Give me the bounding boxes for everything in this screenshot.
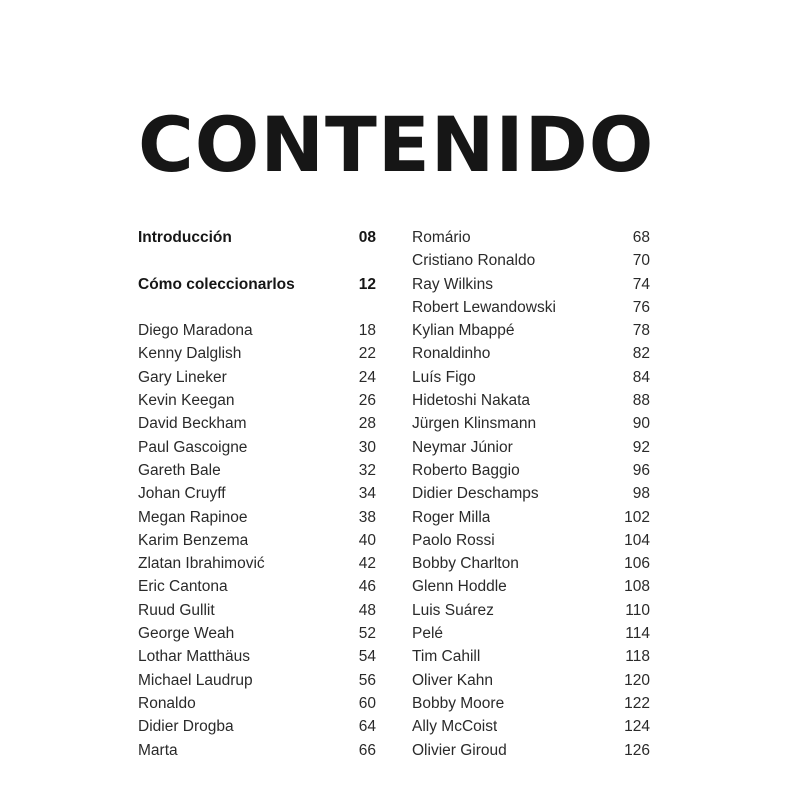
toc-entry-page: 38 <box>358 508 376 526</box>
toc-entry-name: Gary Lineker <box>138 368 227 386</box>
toc-list-left <box>138 319 376 762</box>
toc-entry-name: Romário <box>412 229 471 246</box>
toc-entry-name: Ronaldo <box>138 694 196 712</box>
toc-entry-name: Megan Rapinoe <box>138 508 248 526</box>
toc-entry-row <box>412 436 650 459</box>
toc-entry-row <box>412 319 650 342</box>
toc-entry-row <box>138 739 376 762</box>
toc-entry-row <box>412 575 650 598</box>
toc-entry-row <box>138 389 376 412</box>
toc-entry-row <box>138 412 376 435</box>
toc-entry-page: 90 <box>632 415 650 433</box>
toc-entry-name: Didier Deschamps <box>412 485 539 503</box>
toc-entry-row <box>138 319 376 342</box>
toc-entry-row <box>138 599 376 622</box>
page-title: CONTENIDO <box>138 100 655 189</box>
toc-entry-page: 32 <box>358 461 376 479</box>
toc-entry-page: 96 <box>632 461 650 479</box>
toc-entry-page: 102 <box>624 508 650 526</box>
toc-column-left <box>138 226 376 762</box>
toc-entry-row <box>138 436 376 459</box>
toc-entry-name: Didier Drogba <box>138 718 234 736</box>
toc-entry-page: 110 <box>625 601 650 619</box>
toc-entry-page: 68 <box>632 229 650 246</box>
toc-entry-name: Jürgen Klinsmann <box>412 415 537 433</box>
toc-column-right <box>412 226 650 762</box>
toc-entry-name: Cristiano Ronaldo <box>412 252 536 270</box>
toc-entry-name: Tim Cahill <box>412 648 481 666</box>
toc-entry-page: 18 <box>358 322 376 340</box>
toc-entry-page: 60 <box>358 694 376 712</box>
toc-entry-page: 28 <box>358 415 376 433</box>
toc-entry-row <box>412 296 650 319</box>
toc-entry-row <box>138 366 376 389</box>
toc-entry-name: Roger Milla <box>412 508 491 526</box>
toc-entry-name: Kenny Dalglish <box>138 345 242 363</box>
toc-entry-page: 54 <box>358 648 376 666</box>
toc-entry-name: Kylian Mbappé <box>412 322 515 340</box>
toc-entry-page: 88 <box>632 392 650 410</box>
toc-entry-page: 40 <box>358 531 376 549</box>
toc-entry-name: Michael Laudrup <box>138 671 253 689</box>
toc-entry-page: 126 <box>624 741 650 759</box>
toc-section-page: 08 <box>358 229 376 246</box>
toc-entry-page: 124 <box>624 718 650 736</box>
toc-entry-name: Roberto Baggio <box>412 461 520 479</box>
toc-entry-name: Paul Gascoigne <box>138 438 248 456</box>
toc-entry-row <box>412 529 650 552</box>
toc-entry-row <box>412 599 650 622</box>
toc-section-row <box>138 273 376 296</box>
toc-entry-page: 82 <box>632 345 650 363</box>
toc-entry-row <box>138 459 376 482</box>
toc-entry-page: 26 <box>358 392 376 410</box>
toc-entry-name: Olivier Giroud <box>412 741 507 759</box>
toc-entry-page: 120 <box>624 671 650 689</box>
toc-entry-page: 24 <box>358 368 376 386</box>
toc-entry-page: 52 <box>358 625 376 643</box>
toc-entry-name: Karim Benzema <box>138 531 249 549</box>
toc-entry-name: Ronaldinho <box>412 345 491 363</box>
toc-entry-page: 84 <box>632 368 650 386</box>
toc-entry-name: David Beckham <box>138 415 247 433</box>
toc-entry-name: Bobby Charlton <box>412 555 519 573</box>
toc-entry-row <box>412 506 650 529</box>
toc-entry-row <box>138 552 376 575</box>
toc-entry-page: 118 <box>625 648 650 666</box>
toc-entry-row <box>412 715 650 738</box>
toc-entry-page: 104 <box>624 531 650 549</box>
toc-entry-page: 64 <box>358 718 376 736</box>
toc-entry-row <box>138 669 376 692</box>
toc-entry-page: 66 <box>358 741 376 759</box>
toc-entry-page: 92 <box>632 438 650 456</box>
toc-section-name: Cómo coleccionarlos <box>138 275 295 293</box>
toc-entry-name: Lothar Matthäus <box>138 648 251 666</box>
toc-entry-name: Bobby Moore <box>412 694 505 712</box>
toc-entry-name: Marta <box>138 741 178 759</box>
toc-entry-row <box>412 249 650 272</box>
toc-entry-row <box>138 645 376 668</box>
toc-list-right <box>412 226 650 762</box>
toc-section-name: Introducción <box>138 229 232 246</box>
toc-entry-row <box>412 645 650 668</box>
toc-entry-row <box>412 342 650 365</box>
toc-entry-name: Neymar Júnior <box>412 438 513 456</box>
toc-entry-name: Glenn Hoddle <box>412 578 507 596</box>
toc-entry-name: Oliver Kahn <box>412 671 493 689</box>
toc-entry-name: Robert Lewandowski <box>412 298 556 316</box>
toc-entry-row <box>138 692 376 715</box>
toc-section-row <box>138 226 376 249</box>
toc-entry-row <box>412 366 650 389</box>
toc-entry-name: Luís Figo <box>412 368 476 386</box>
toc-entry-row <box>412 552 650 575</box>
toc-entry-page: 122 <box>624 694 650 712</box>
toc-entry-page: 114 <box>625 625 650 643</box>
toc-entry-row <box>412 739 650 762</box>
toc-entry-row <box>412 692 650 715</box>
toc-entry-page: 56 <box>358 671 376 689</box>
toc-entry-name: Eric Cantona <box>138 578 228 596</box>
toc-entry-name: Zlatan Ibrahimović <box>138 555 265 573</box>
toc-entry-row <box>138 622 376 645</box>
toc-entry-name: Kevin Keegan <box>138 392 235 410</box>
toc-entry-row <box>138 575 376 598</box>
toc-entry-name: Ally McCoist <box>412 718 498 736</box>
toc-entry-page: 46 <box>358 578 376 596</box>
toc-entry-row <box>412 669 650 692</box>
toc-entry-name: George Weah <box>138 625 235 643</box>
toc-entry-name: Gareth Bale <box>138 461 221 479</box>
toc-section-page: 12 <box>358 275 376 293</box>
toc-entry-name: Hidetoshi Nakata <box>412 392 531 410</box>
toc-entry-row <box>138 342 376 365</box>
toc-entry-row <box>412 412 650 435</box>
toc-entry-row <box>412 622 650 645</box>
toc-entry-name: Paolo Rossi <box>412 531 495 549</box>
toc-entry-row <box>138 715 376 738</box>
toc-entry-row <box>412 482 650 505</box>
toc-entry-row <box>412 273 650 296</box>
toc-entry-name: Ruud Gullit <box>138 601 215 619</box>
toc-entry-row <box>412 389 650 412</box>
toc-entry-name: Diego Maradona <box>138 322 253 340</box>
toc-entry-page: 48 <box>358 601 376 619</box>
toc-entry-page: 34 <box>358 485 376 503</box>
toc-entry-row <box>412 459 650 482</box>
toc-entry-row <box>412 226 650 249</box>
toc-entry-page: 30 <box>358 438 376 456</box>
toc-entry-name: Johan Cruyff <box>138 485 226 503</box>
toc-entry-row <box>138 529 376 552</box>
toc-entry-row <box>138 482 376 505</box>
toc-entry-page: 108 <box>624 578 650 596</box>
toc-entry-page: 70 <box>632 252 650 270</box>
toc-entry-page: 22 <box>358 345 376 363</box>
toc-entry-page: 106 <box>624 555 650 573</box>
toc-entry-page: 42 <box>358 555 376 573</box>
toc-entry-row <box>138 506 376 529</box>
toc-entry-page: 98 <box>632 485 650 503</box>
toc-entry-name: Ray Wilkins <box>412 275 493 293</box>
toc-entry-name: Luis Suárez <box>412 601 494 619</box>
toc-entry-name: Pelé <box>412 625 444 643</box>
toc-entry-page: 78 <box>632 322 650 340</box>
toc-entry-page: 76 <box>632 298 650 316</box>
toc-entry-page: 74 <box>632 275 650 293</box>
